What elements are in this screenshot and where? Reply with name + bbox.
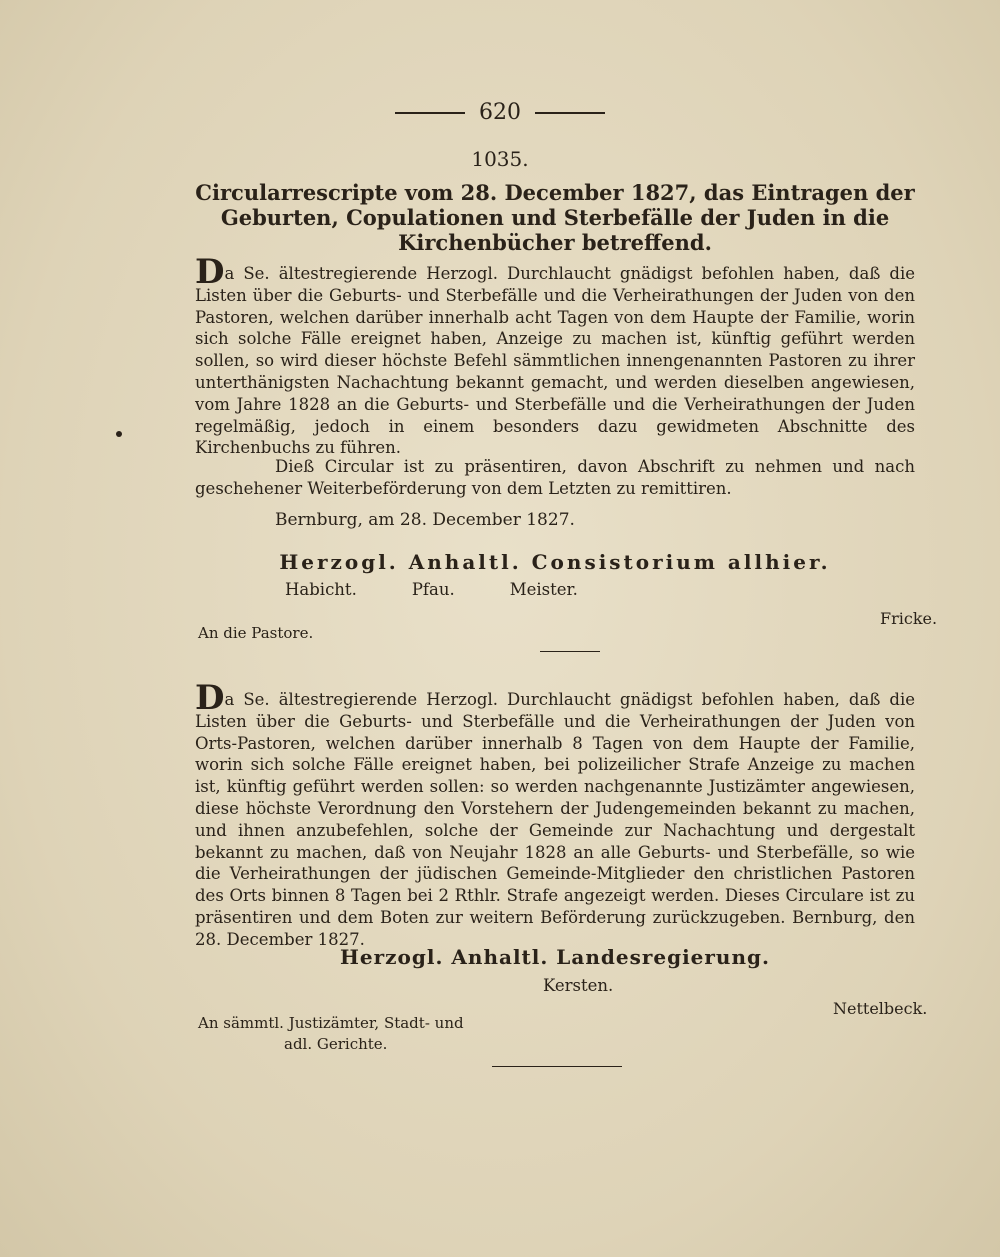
drop-cap: D [195,678,225,718]
header-rule-left [395,112,465,114]
page-number: 620 [479,100,521,125]
first-rescript-signatures [285,580,785,599]
header-rule-right [535,112,605,114]
first-rescript-body [195,252,915,459]
second-rescript-signer-right: Nettelbeck. [833,999,928,1018]
first-rescript-closing: Dieß Circular ist zu präsentiren, davon Abschrift zu nehmen und nach geschehener Weiterbeförderung von dem Letzten zu remittiren. [195,457,915,498]
ink-fleck [116,431,122,437]
section-divider [540,651,600,652]
second-rescript-body [195,678,915,951]
signature: Meister. [509,580,578,599]
second-rescript-recipient [198,1013,464,1055]
recipient-line: adl. Gerichte. [284,1035,388,1053]
first-rescript-recipient: An die Pastore. [198,624,314,642]
drop-cap: D [195,252,225,292]
end-divider [492,1066,622,1067]
first-rescript-dateline: Bernburg, am 28. December 1827. [275,510,575,530]
first-rescript-authority: Herzogl. Anhaltl. Consistorium allhier. [279,550,831,574]
signature: Habicht. [285,580,357,599]
article-number: 1035. [471,147,529,171]
first-rescript-text: a Se. ältestregierende Herzogl. Durchlaucht gnädigst befohlen haben, daß die Listen über die Geburts- und Sterbefälle und die Verheirathungen der Juden von den Pastoren, welchen darüber innerhalb acht Tagen von dem Haupte der Familie, worin sich solche Fälle ereignet haben, Anzeige zu machen ist, künftig geführt werden sollen, so wird dieser höchste Befehl sämmtlichen innengenannten Pastoren zu ihrer unterthänigsten Nachachtung bekannt gemacht, und werden dieselben angewiesen, vom Jahre 1828 an die Geburts- und Sterbefälle und die Verheirathungen der Juden regelmäßig, jedoch in einem besonders dazu gewidmeten Abschnitte des Kirchenbuchs zu führen. [195,264,915,458]
recipient-line: An sämmtl. Justizämter, Stadt- und [198,1014,464,1032]
signature: Pfau. [411,580,455,599]
first-rescript-signer-right: Fricke. [880,609,938,628]
second-rescript-text: a Se. ältestregierende Herzogl. Durchlaucht gnädigst befohlen haben, daß die Listen über die Geburts- und Sterbefälle und die Verheirathungen der Juden von Orts-Pastoren, welchen darüber innerhalb 8 Tagen von dem Haupte der Familie, worin sich solche Fälle ereignet haben, bei polizeilicher Strafe Anzeige zu machen ist, künftig geführt werden sollen: so werden nachgenannte Justizämter angewiesen, diese höchste Verordnung den Vorstehern der Judengemeinden bekannt zu machen, und ihnen anzubefehlen, solche der Gemeinde zur Nachachtung und dergestalt bekannt zu machen, daß von Neujahr 1828 an alle Geburts- und Sterbefälle, so wie die Verheirathungen der jüdischen Gemeinde-Mitglieder den christlichen Pastoren des Orts binnen 8 Tagen bei 2 Rthlr. Strafe angezeigt werden. Dieses Circulare ist zu präsentiren und dem Boten zur weitern Beförderung zurückzugeben. Bernburg, den 28. December 1827. [195,690,915,949]
second-rescript-authority: Herzogl. Anhaltl. Landesregierung. [340,945,770,969]
article-title: Circularrescripte vom 28. December 1827, das Eintragen der Geburten, Copulationen und Sterbefälle der Juden in die Kirchenbücher betreffend. [195,180,915,255]
page-header [0,100,1000,125]
second-rescript-signer: Kersten. [543,976,614,995]
